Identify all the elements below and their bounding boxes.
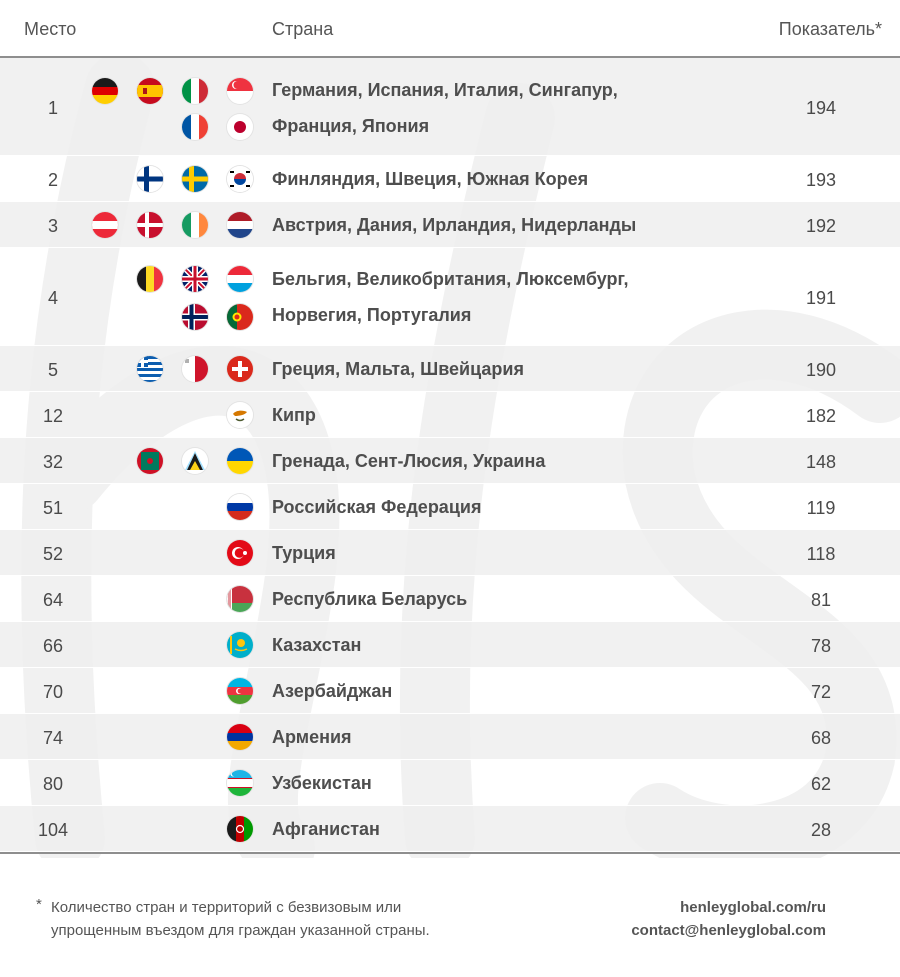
rank-cell: 1 bbox=[47, 98, 58, 118]
table-row bbox=[0, 58, 900, 156]
table-row bbox=[0, 202, 900, 248]
luxembourg-flag-icon bbox=[227, 266, 253, 292]
country-names: Австрия, Дания, Ирландия, Нидерланды bbox=[272, 215, 637, 235]
russia-flag-icon bbox=[227, 494, 253, 520]
greece-flag-icon bbox=[137, 356, 163, 382]
rank-cell: 3 bbox=[47, 216, 58, 236]
netherlands-flag-icon bbox=[227, 212, 253, 238]
turkey-flag-icon bbox=[227, 540, 253, 566]
score-cell: 148 bbox=[805, 452, 837, 472]
rank-cell: 4 bbox=[47, 288, 58, 308]
saint-lucia-flag-icon bbox=[182, 448, 208, 474]
singapore-flag-icon bbox=[227, 78, 253, 104]
table-row bbox=[0, 392, 900, 438]
kazakhstan-flag-icon bbox=[227, 632, 253, 658]
score-cell: 182 bbox=[805, 406, 837, 426]
score-cell: 78 bbox=[810, 636, 832, 656]
table-row bbox=[0, 156, 900, 202]
uzbekistan-flag-icon bbox=[227, 770, 253, 796]
table-bottom-rule bbox=[0, 852, 900, 854]
italy-flag-icon bbox=[182, 78, 208, 104]
passport-ranking-table bbox=[0, 58, 900, 854]
country-names-line: Франция, Япония bbox=[272, 116, 430, 136]
portugal-flag-icon bbox=[227, 304, 253, 330]
country-names: Турция bbox=[272, 543, 336, 563]
country-names: Республика Беларусь bbox=[272, 589, 468, 609]
table-row bbox=[0, 346, 900, 392]
austria-flag-icon bbox=[92, 212, 118, 238]
grenada-flag-icon bbox=[137, 448, 163, 474]
rank-cell: 51 bbox=[42, 498, 64, 518]
germany-flag-icon bbox=[92, 78, 118, 104]
south-korea-flag-icon bbox=[227, 166, 253, 192]
score-cell: 81 bbox=[810, 590, 832, 610]
sweden-flag-icon bbox=[182, 166, 208, 192]
spain-flag-icon bbox=[137, 78, 163, 104]
rank-cell: 80 bbox=[42, 774, 64, 794]
score-cell: 72 bbox=[810, 682, 832, 702]
ukraine-flag-icon bbox=[227, 448, 253, 474]
ireland-flag-icon bbox=[182, 212, 208, 238]
rank-cell: 12 bbox=[42, 406, 64, 426]
score-cell: 118 bbox=[806, 544, 836, 564]
footnote-mark: * bbox=[36, 896, 42, 913]
table-row bbox=[0, 576, 900, 622]
country-column-header: Страна bbox=[272, 19, 334, 39]
score-cell: 119 bbox=[806, 498, 836, 518]
score-cell: 190 bbox=[805, 360, 837, 380]
country-names bbox=[272, 72, 742, 144]
azerbaijan-flag-icon bbox=[227, 678, 253, 704]
table-header bbox=[0, 0, 900, 58]
table-row bbox=[0, 438, 900, 484]
country-names: Азербайджан bbox=[272, 681, 393, 701]
rank-cell: 2 bbox=[47, 170, 58, 190]
rank-cell: 52 bbox=[42, 544, 64, 564]
rank-cell: 64 bbox=[42, 590, 64, 610]
score-cell: 62 bbox=[810, 774, 832, 794]
malta-flag-icon bbox=[182, 356, 208, 382]
belarus-flag-icon bbox=[227, 586, 253, 612]
denmark-flag-icon bbox=[137, 212, 163, 238]
rank-cell: 32 bbox=[42, 452, 64, 472]
score-column-header: Показатель* bbox=[778, 19, 882, 39]
footer bbox=[0, 858, 900, 977]
rank-cell: 70 bbox=[42, 682, 64, 702]
country-names: Российская Федерация bbox=[272, 497, 482, 517]
cyprus-flag-icon bbox=[227, 402, 253, 428]
country-names-line: Норвегия, Португалия bbox=[272, 305, 472, 325]
score-cell: 28 bbox=[810, 820, 832, 840]
country-names-line: Германия, Испания, Италия, Сингапур, bbox=[272, 80, 618, 100]
rank-cell: 74 bbox=[42, 728, 64, 748]
rank-cell: 66 bbox=[42, 636, 64, 656]
country-names: Казахстан bbox=[272, 635, 362, 655]
switzerland-flag-icon bbox=[227, 356, 253, 382]
country-names: Финляндия, Швеция, Южная Корея bbox=[272, 169, 589, 189]
table-row bbox=[0, 760, 900, 806]
rank-cell: 5 bbox=[47, 360, 58, 380]
japan-flag-icon bbox=[227, 114, 253, 140]
country-names bbox=[272, 261, 742, 333]
afghanistan-flag-icon bbox=[227, 816, 253, 842]
table-row bbox=[0, 714, 900, 760]
score-cell: 192 bbox=[805, 216, 837, 236]
country-names: Армения bbox=[272, 727, 352, 747]
belgium-flag-icon bbox=[137, 266, 163, 292]
uk-flag-icon bbox=[182, 266, 208, 292]
email-link[interactable]: contact@henleyglobal.com bbox=[631, 922, 826, 939]
france-flag-icon bbox=[182, 114, 208, 140]
country-names: Греция, Мальта, Швейцария bbox=[272, 359, 524, 379]
table-row bbox=[0, 806, 900, 852]
score-cell: 68 bbox=[810, 728, 832, 748]
armenia-flag-icon bbox=[227, 724, 253, 750]
contacts bbox=[631, 896, 826, 942]
score-cell: 193 bbox=[805, 170, 837, 190]
rank-column-header: Место bbox=[24, 19, 77, 39]
footnote-text: Количество стран и территорий с безвизовым или упрощенным въездом для граждан указанной страны. bbox=[51, 899, 430, 939]
table-row bbox=[0, 248, 900, 346]
country-names: Узбекистан bbox=[272, 773, 372, 793]
country-names: Гренада, Сент-Люсия, Украина bbox=[272, 451, 546, 471]
website-link[interactable]: henleyglobal.com/ru bbox=[680, 899, 826, 916]
country-names: Афганистан bbox=[272, 819, 380, 839]
table-row bbox=[0, 530, 900, 576]
norway-flag-icon bbox=[182, 304, 208, 330]
score-cell: 191 bbox=[805, 288, 837, 308]
finland-flag-icon bbox=[137, 166, 163, 192]
table-row bbox=[0, 484, 900, 530]
score-cell: 194 bbox=[805, 98, 837, 118]
table-row bbox=[0, 668, 900, 714]
country-names-line: Бельгия, Великобритания, Люксембург, bbox=[272, 269, 629, 289]
country-names: Кипр bbox=[272, 405, 316, 425]
table-row bbox=[0, 622, 900, 668]
rank-cell: 104 bbox=[37, 820, 69, 840]
